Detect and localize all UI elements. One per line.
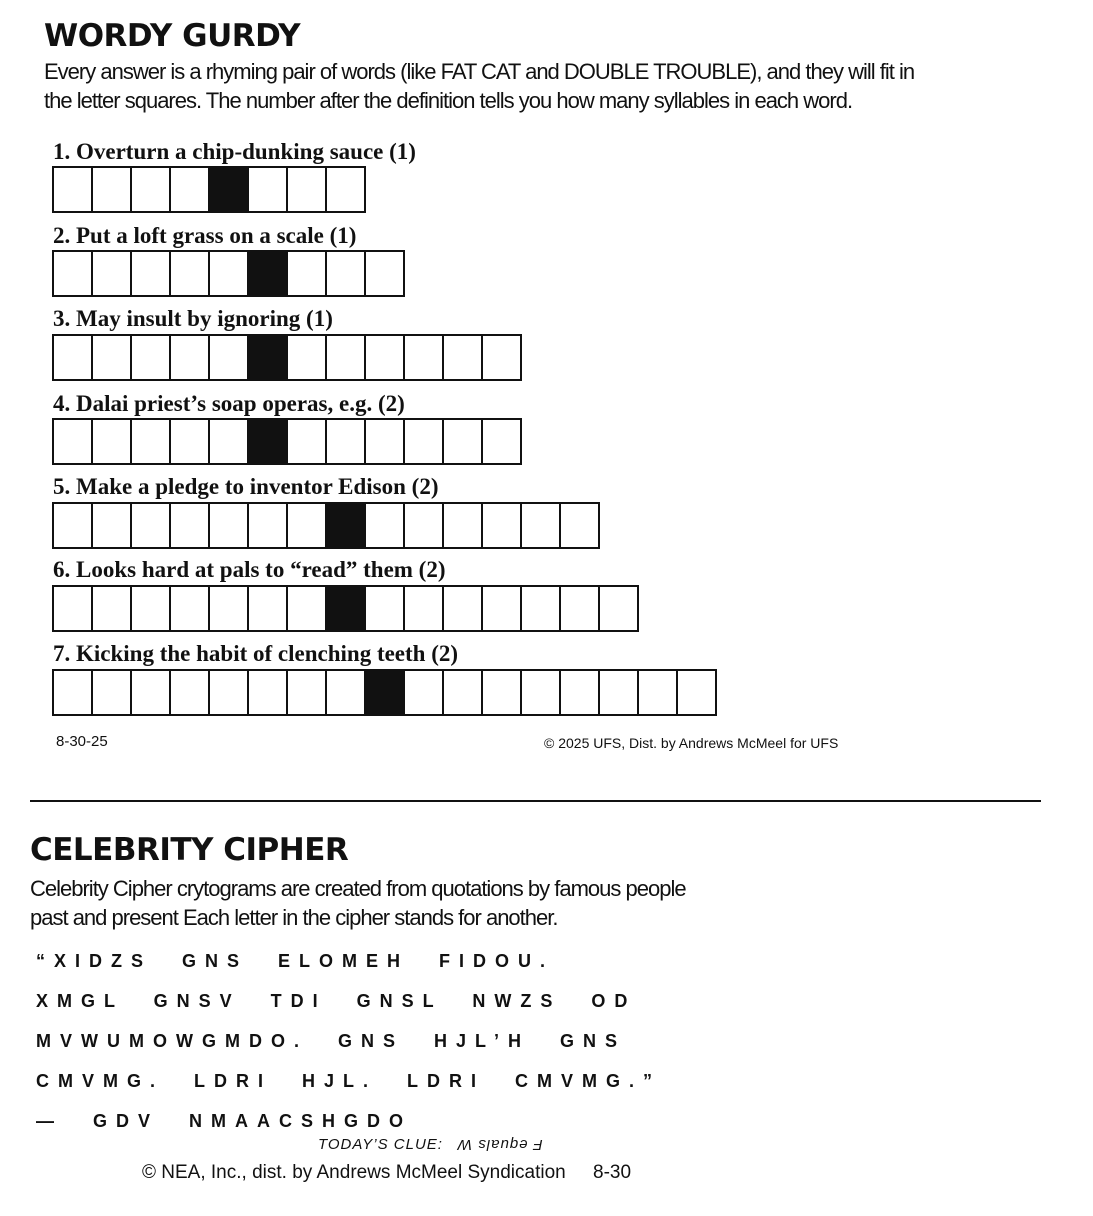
clue-5: 5. Make a pledge to inventor Edison (2) [53,474,439,499]
cipher-line-4: CMVMG. LDRI HJL. LDRI CMVMG.” [36,1071,661,1091]
celebrity-cipher-intro-line2: past and present Each letter in the cipher stands for another. [30,905,558,930]
letter-square[interactable] [483,336,520,379]
letter-square[interactable] [288,168,327,211]
wordy-gurdy-date: 8-30-25 [56,733,108,750]
letter-square[interactable] [93,671,132,714]
letter-square[interactable] [288,336,327,379]
letter-square[interactable] [93,252,132,295]
clue-4: 4. Dalai priest’s soap operas, e.g. (2) [53,391,405,416]
wordy-gurdy-title: WORDY GURDY [44,18,301,54]
letter-square[interactable] [171,336,210,379]
letter-square[interactable] [639,671,678,714]
answer-grid-7 [52,669,717,716]
letter-square[interactable] [171,671,210,714]
section-divider [30,800,1041,802]
letter-square[interactable] [444,420,483,463]
letter-square[interactable] [327,671,366,714]
letter-square[interactable] [210,587,249,630]
cipher-attribution: — GDV NMAACSHGDO [36,1111,413,1131]
black-separator-square [327,504,366,547]
letter-square[interactable] [132,587,171,630]
answer-grid-4 [52,418,522,465]
wordy-gurdy-intro-line2: the letter squares. The number after the definition tells you how many syllables in each word. [44,88,853,113]
celebrity-cipher-intro-line1: Celebrity Cipher crytograms are created from quotations by famous people [30,876,686,901]
letter-square[interactable] [210,252,249,295]
letter-square[interactable] [366,336,405,379]
clue-7: 7. Kicking the habit of clenching teeth (2) [53,641,459,666]
letter-square[interactable] [210,671,249,714]
letter-square[interactable] [483,504,522,547]
letter-square[interactable] [54,252,93,295]
letter-square[interactable] [132,336,171,379]
letter-square[interactable] [210,504,249,547]
letter-square[interactable] [210,336,249,379]
letter-square[interactable] [93,504,132,547]
letter-square[interactable] [561,504,598,547]
letter-square[interactable] [249,671,288,714]
letter-square[interactable] [54,587,93,630]
todays-clue-answer-upside-down: F equals W [456,1136,543,1153]
letter-square[interactable] [522,504,561,547]
letter-square[interactable] [288,252,327,295]
letter-square[interactable] [522,587,561,630]
letter-square[interactable] [444,587,483,630]
black-separator-square [249,336,288,379]
clue-1: 1. Overturn a chip-dunking sauce (1) [53,139,416,164]
letter-square[interactable] [54,168,93,211]
letter-square[interactable] [288,420,327,463]
nea-copyright-text: © NEA, Inc., dist. by Andrews McMeel Syndication [142,1162,566,1183]
letter-square[interactable] [132,252,171,295]
letter-square[interactable] [171,504,210,547]
clue-6: 6. Looks hard at pals to “read” them (2) [53,557,446,582]
letter-square[interactable] [366,420,405,463]
letter-square[interactable] [561,587,600,630]
letter-square[interactable] [132,504,171,547]
letter-square[interactable] [171,168,210,211]
letter-square[interactable] [249,504,288,547]
letter-square[interactable] [366,587,405,630]
letter-square[interactable] [444,504,483,547]
black-separator-square [327,587,366,630]
letter-square[interactable] [249,587,288,630]
answer-grid-6 [52,585,639,632]
todays-clue-label: TODAY’S CLUE: [318,1136,443,1153]
letter-square[interactable] [600,587,637,630]
letter-square[interactable] [327,420,366,463]
answer-grid-2 [52,250,405,297]
letter-square[interactable] [405,587,444,630]
letter-square[interactable] [132,420,171,463]
letter-square[interactable] [327,168,364,211]
todays-clue [318,1136,543,1153]
cipher-line-1: “XIDZS GNS ELOMEH FIDOU. [36,951,555,971]
black-separator-square [249,420,288,463]
letter-square[interactable] [366,252,403,295]
letter-square[interactable] [288,504,327,547]
letter-square[interactable] [93,168,132,211]
letter-square[interactable] [483,587,522,630]
celebrity-cipher-copyright [142,1162,631,1184]
letter-square[interactable] [171,420,210,463]
letter-square[interactable] [171,587,210,630]
letter-square[interactable] [561,671,600,714]
black-separator-square [249,252,288,295]
letter-square[interactable] [483,671,522,714]
wordy-gurdy-intro-line1: Every answer is a rhyming pair of words (like FAT CAT and DOUBLE TROUBLE), and they will fit in [44,59,915,84]
letter-square[interactable] [288,587,327,630]
clue-3: 3. May insult by ignoring (1) [53,306,333,331]
letter-square[interactable] [210,420,249,463]
letter-square[interactable] [93,336,132,379]
letter-square[interactable] [132,671,171,714]
black-separator-square [366,671,405,714]
cipher-line-2: XMGL GNSV TDI GNSL NWZS OD [36,991,637,1011]
answer-grid-1 [52,166,366,213]
celebrity-cipher-title: CELEBRITY CIPHER [30,832,349,868]
letter-square[interactable] [54,420,93,463]
clue-2: 2. Put a loft grass on a scale (1) [53,223,357,248]
letter-square[interactable] [93,587,132,630]
celebrity-cipher-date: 8-30 [593,1162,632,1183]
letter-square[interactable] [600,671,639,714]
wordy-gurdy-copyright: © 2025 UFS, Dist. by Andrews McMeel for UFS [544,735,839,751]
letter-square[interactable] [483,420,520,463]
letter-square[interactable] [366,504,405,547]
letter-square[interactable] [249,168,288,211]
letter-square[interactable] [405,671,444,714]
letter-square[interactable] [405,420,444,463]
letter-square[interactable] [444,671,483,714]
answer-grid-5 [52,502,600,549]
letter-square[interactable] [54,336,93,379]
letter-square[interactable] [327,252,366,295]
letter-square[interactable] [93,420,132,463]
letter-square[interactable] [54,504,93,547]
answer-grid-3 [52,334,522,381]
letter-square[interactable] [327,336,366,379]
letter-square[interactable] [54,671,93,714]
letter-square[interactable] [171,252,210,295]
letter-square[interactable] [405,336,444,379]
letter-square[interactable] [288,671,327,714]
letter-square[interactable] [678,671,715,714]
letter-square[interactable] [444,336,483,379]
letter-square[interactable] [405,504,444,547]
cipher-line-3: MVWUMOWGMDO. GNS HJL’H GNS [36,1031,626,1051]
black-separator-square [210,168,249,211]
letter-square[interactable] [522,671,561,714]
letter-square[interactable] [132,168,171,211]
